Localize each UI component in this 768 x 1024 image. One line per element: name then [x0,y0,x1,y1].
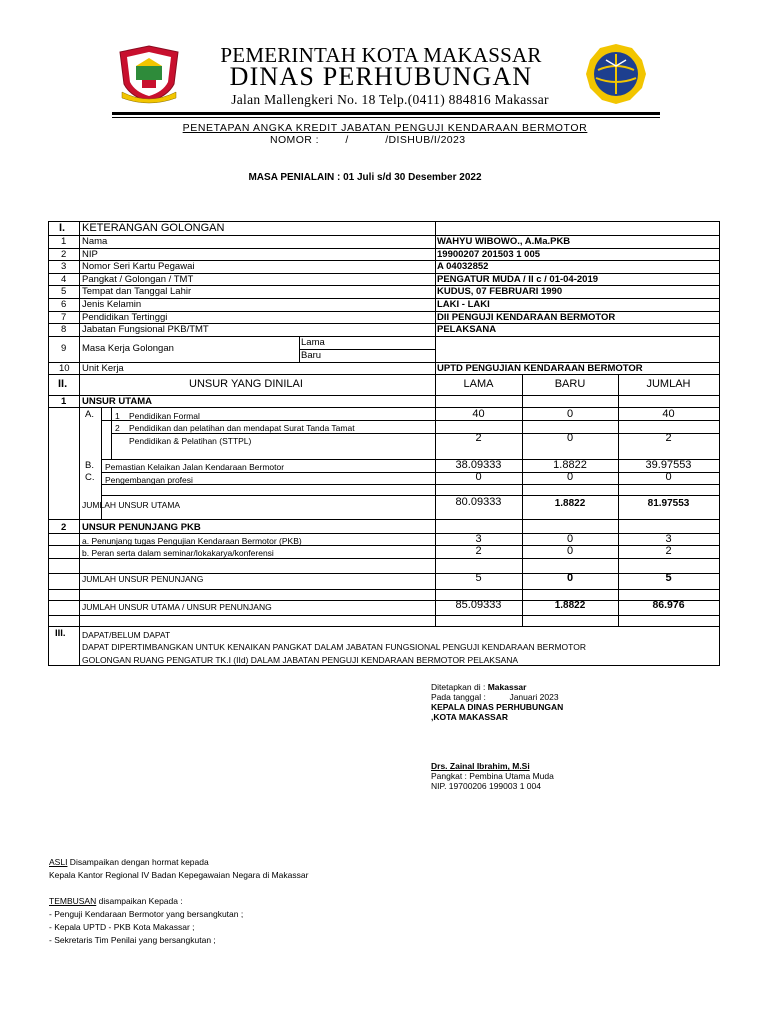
list-item: - Sekretaris Tim Penilai yang bersangkutan ; [49,935,216,945]
header-government: PEMERINTAH KOTA MAKASSAR [220,43,542,67]
unsur-utama-title: UNSUR UTAMA [82,396,153,407]
header-divider [112,112,660,115]
makassar-emblem-icon [116,44,182,104]
unsur-penunjang-title: UNSUR PENUNJANG PKB [82,522,201,533]
header-address: Jalan Mallengkeri No. 18 Telp.(0411) 884816 Makassar [231,92,549,107]
column-lama: LAMA [463,378,494,390]
signatory-name: Drs. Zainal Ibrahim, M.Si [431,761,530,771]
header-divider-thin [112,117,660,118]
assessment-table: I. KETERANGAN GOLONGAN 1 Nama WAHYU WIBOWO., A.Ma.PKB 2 NIP 19900207 201503 1 005 3 Nomor Seri Kartu Pegawai A 04032852 4 Pangkat / Golongan / TMT PENGATUR MUDA / II c / 01-04-2019 5 Tempat dan Tanggal Lahir KUDUS, 07 FEBRUARI 1990 6 Jenis Kelamin LAKI - LAKI 7 Pendidikan Tertinggi DII PENGUJI KENDARAAN BERMOTOR 8 Jabatan Fungsional PKB/TMT PELAKSANA 9 Masa Kerja Golongan Lama Baru 10 Unit Kerja UPTD PENGUJIAN KENDARAAN BERMOTOR II. UNSUR YANG DINILAI LAMA BARU JUMLAH 1 UNSUR UTAMA A. 1 Pendidikan Formal 40 0 40 2 Pendidikan dan pelatihan dan mendapat Surat Tanda Tamat Pendidikan & Pelatihan (STTPL) 2 0 2 B. Pemastian Kelaikan Jalan Kendaraan Bermotor 38.09333 1.8822 39.97553 C. Pengembangan profesi 0 0 0 JUMLAH UNSUR UTAMA 80.09333 1.8822 81.97553 2 UNSUR PENUNJANG PKB a. Penunjang tugas Pengujian Kendaraan Bermotor (PKB) 3 0 3 b. Peran serta dalam seminar/lokakarya/konferensi 2 0 2 JUMLAH UNSUR PENUNJANG 5 0 5 JUMLAH UNSUR UTAMA / UNSUR PENUNJANG 85.09333 1.8822 86.976 III. DAPAT/BELUM DAPAT DAPAT DIPERTIMBANGKAN UNTUK KENAIKAN PANGKAT DALAM JABATAN FUNGSIONAL PENGUJI KENDARAAN BERMOTOR GOLONGAN RUANG PENGATUR TK.I (IId) DALAM JABATAN PENGUJI KENDARAAN BERMOTOR PELAKSANA [48,221,720,666]
section-3-status: DAPAT/BELUM DAPAT [82,630,171,640]
section-3-number: III. [55,628,66,639]
document-title: PENETAPAN ANGKA KREDIT JABATAN PENGUJI KENDARAAN BERMOTOR [182,122,588,134]
section-3-decision-cont: GOLONGAN RUANG PENGATUR TK.I (IId) DALAM JABATAN PENGUJI KENDARAAN BERMOTOR PELAKSANA [82,655,519,665]
column-baru: BARU [554,378,586,390]
assessment-period: MASA PENIALAIN : 01 Juli s/d 30 Desember 2022 [248,172,482,183]
column-jumlah: JUMLAH [646,378,691,390]
section-2-title: UNSUR YANG DINILAI [189,378,303,390]
document-number: NOMOR : / /DISHUB/I/2023 [270,134,466,146]
section-3-decision: DAPAT DIPERTIMBANGKAN UNTUK KENAIKAN PANGKAT DALAM JABATAN FUNGSIONAL PENGUJI KENDARAAN BERMOTOR [82,642,586,652]
section-2-number: II. [58,378,68,390]
list-item: - Kepala UPTD - PKB Kota Makassar ; [49,922,195,932]
section-1-title: KETERANGAN GOLONGAN [82,222,225,234]
dishub-emblem-icon [582,40,650,108]
header-agency: DINAS PERHUBUNGAN [229,62,533,91]
list-item: - Penguji Kendaraan Bermotor yang bersangkutan ; [49,909,244,919]
section-1-number: I. [59,222,66,234]
